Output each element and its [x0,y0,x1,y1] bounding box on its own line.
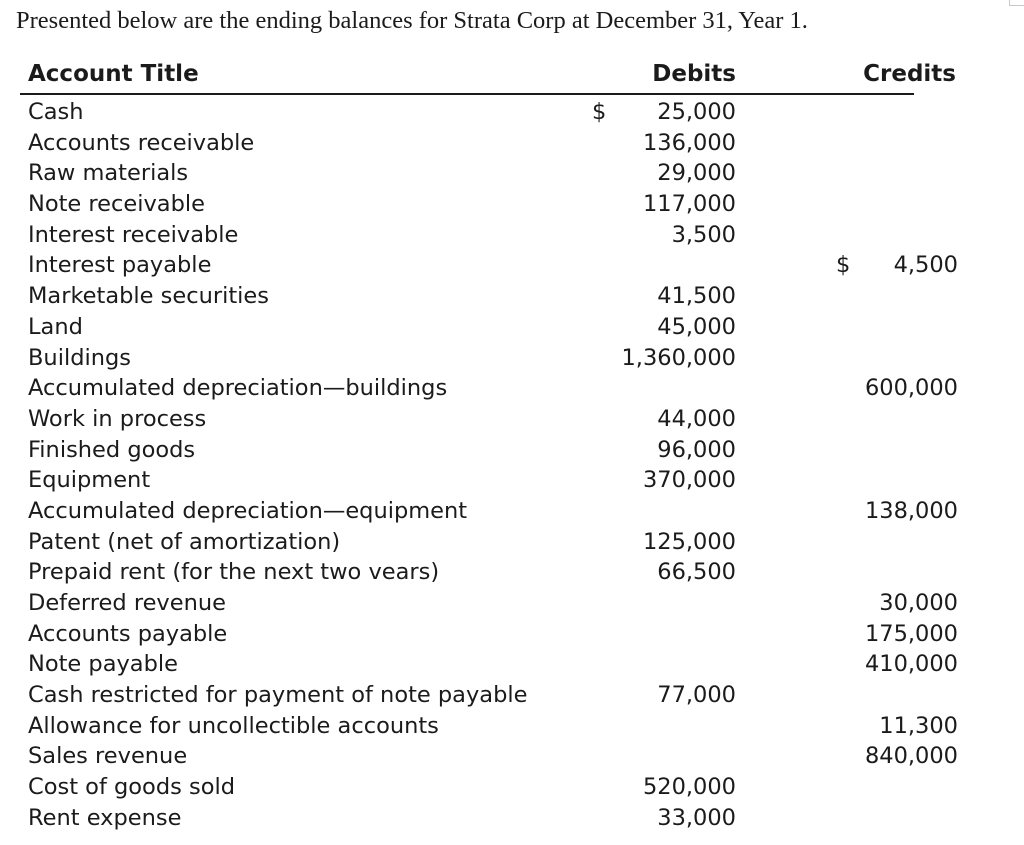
debit-cell: 125,000 [642,528,736,555]
account-cell: Cost of goods sold [28,774,236,801]
table-row [0,435,1024,466]
table-row [0,250,1024,281]
table-row [0,158,1024,189]
account-cell: Accumulated depreciation—buildings [28,375,448,402]
account-cell: Note payable [28,651,178,678]
account-title-header: Account Title [28,61,199,87]
account-cell: Raw materials [28,160,189,187]
account-cell: Deferred revenue [28,590,226,616]
debit-cell: 370,000 [642,467,736,494]
debit-dollar-sign: $ [592,99,607,125]
table-row [0,588,1024,619]
account-cell: Prepaid rent (for the next two vears) [28,559,440,586]
debit-cell: 33,000 [657,804,736,831]
account-cell: Interest payable [28,252,212,279]
credit-cell: 410,000 [864,651,958,678]
table-row [0,741,1024,772]
debit-cell: 29,000 [657,160,736,187]
account-cell: Accumulated depreciation—equipment [28,497,468,524]
debit-cell: 25,000 [657,99,736,125]
account-cell: Land [28,313,83,340]
account-cell: Cash restricted for payment of note payable [28,682,528,709]
account-cell: Rent expense [28,804,182,831]
debit-cell: 1,360,000 [621,344,736,371]
credit-cell: 138,000 [864,497,958,524]
debit-cell: 41,500 [657,283,736,310]
credit-cell: 175,000 [864,620,958,647]
table-row [0,189,1024,220]
table-row [0,128,1024,159]
credit-dollar-sign: $ [836,252,851,279]
table-row [0,649,1024,680]
table-row [0,343,1024,374]
table-row [0,373,1024,404]
table-row [0,772,1024,803]
debit-cell: 3,500 [671,221,736,248]
table-row [0,404,1024,435]
account-cell: Allowance for uncollectible accounts [28,712,439,739]
table-row [0,97,1024,128]
account-cell: Equipment [28,467,151,494]
intro-text: Presented below are the ending balances for Strata Corp at December 31, Year 1. [16,7,808,34]
table-row [0,619,1024,650]
debits-header: Debits [652,61,736,87]
account-cell: Patent (net of amortization) [28,528,341,555]
debit-cell: 77,000 [657,682,736,709]
account-cell: Cash [28,99,84,125]
debit-cell: 45,000 [657,313,736,340]
debit-cell: 520,000 [642,774,736,801]
table-row [0,557,1024,588]
table-row [0,220,1024,251]
credit-cell: 30,000 [879,590,958,616]
account-cell: Finished goods [28,436,196,463]
account-cell: Sales revenue [28,743,188,770]
credit-cell: 11,300 [879,712,958,739]
credit-cell: 4,500 [893,252,958,279]
credit-cell: 600,000 [864,375,958,402]
credits-header: Credits [863,61,956,87]
debit-cell: 44,000 [657,405,736,432]
account-cell: Note receivable [28,191,205,218]
table-row [0,527,1024,558]
account-cell: Accounts receivable [28,129,255,156]
credit-cell: 840,000 [864,743,958,770]
balances-table [0,97,1024,834]
account-cell: Work in process [28,405,207,432]
account-cell: Marketable securities [28,283,269,310]
page-corner-mark [1009,0,1024,6]
header-underline [20,93,914,95]
table-row [0,281,1024,312]
table-row [0,465,1024,496]
table-row [0,496,1024,527]
account-cell: Accounts payable [28,620,228,647]
account-cell: Buildings [28,344,131,371]
table-row [0,711,1024,742]
debit-cell: 136,000 [642,129,736,156]
table-row [0,680,1024,711]
debit-cell: 117,000 [642,191,736,218]
account-cell: Interest receivable [28,221,239,248]
debit-cell: 96,000 [657,436,736,463]
debit-cell: 66,500 [657,559,736,586]
table-row [0,803,1024,834]
table-row [0,312,1024,343]
